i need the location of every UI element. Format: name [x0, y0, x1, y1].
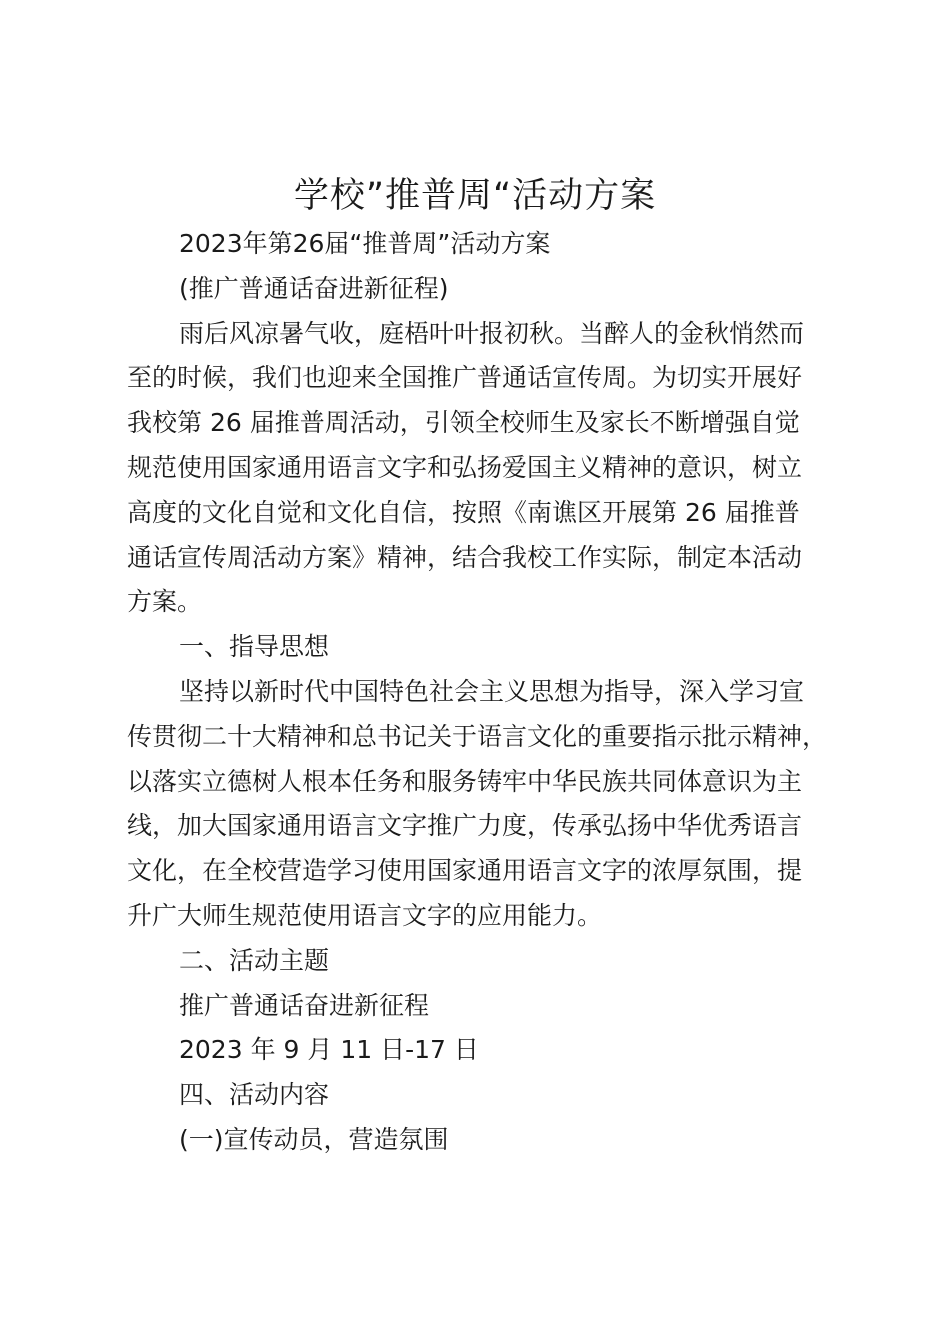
intro-line: 方案。 [127, 587, 203, 617]
theme-line: (推广普通话奋进新征程) [179, 273, 449, 303]
guiding-thought-line: 升广大师生规范使用语言文字的应用能力。 [127, 900, 603, 930]
intro-line: 规范使用国家通用语言文字和弘扬爱国主义精神的意识，树立 [127, 452, 803, 482]
subtitle-line: 2023年第26届“推普周”活动方案 [179, 229, 551, 258]
section-heading-theme: 二、活动主题 [179, 945, 330, 975]
intro-line: 高度的文化自觉和文化自信，按照《南谯区开展第 26 届推普 [127, 497, 800, 527]
intro-line: 至的时候，我们也迎来全国推广普通话宣传周。为切实开展好 [127, 363, 803, 393]
date-line: 2023 年 9 月 11 日-17 日 [179, 1035, 479, 1065]
section-heading-content: 四、活动内容 [179, 1080, 330, 1110]
guiding-thought-line: 坚持以新时代中国特色社会主义思想为指导，深入学习宣 [179, 676, 805, 706]
intro-line: 雨后风凉暑气收，庭梧叶叶报初秋。当醉人的金秋悄然而 [179, 318, 805, 348]
guiding-thought-line: 传贯彻二十大精神和总书记关于语言文化的重要指示批示精神， [127, 721, 828, 751]
guiding-thought-line: 以落实立德树人根本任务和服务铸牢中华民族共同体意识为主 [127, 766, 803, 796]
intro-line: 通话宣传周活动方案》精神，结合我校工作实际，制定本活动 [127, 542, 803, 572]
intro-line: 我校第 26 届推普周活动，引领全校师生及家长不断增强自觉 [127, 408, 800, 438]
subsection-heading-publicity: (一)宣传动员，营造氛围 [179, 1124, 449, 1154]
guiding-thought-line: 文化，在全校营造学习使用国家通用语言文字的浓厚氛围，提 [127, 856, 803, 886]
document-title: 学校”推普周“活动方案 [293, 176, 657, 216]
document-body [127, 222, 837, 1163]
section-heading-guiding-thought: 一、指导思想 [179, 632, 330, 662]
theme-text: 推广普通话奋进新征程 [179, 990, 430, 1020]
guiding-thought-line: 线，加大国家通用语言文字推广力度，传承弘扬中华优秀语言 [127, 811, 803, 841]
